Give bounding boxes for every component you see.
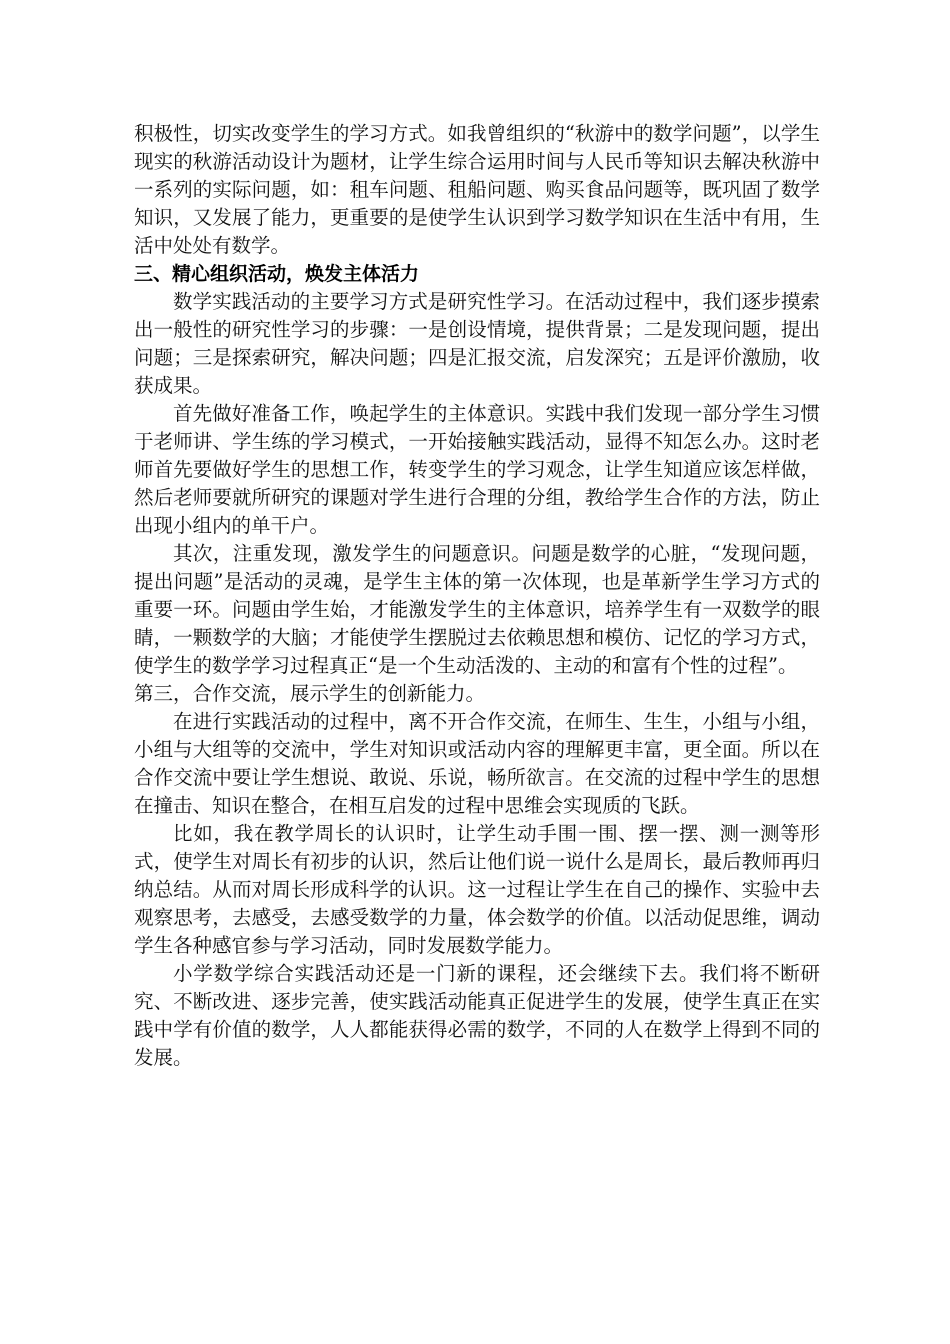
paragraph-preparation: 首先做好准备工作，唤起学生的主体意识。实践中我们发现一部分学生习惯于老师讲、学生练的学习模式，一开始接触实践活动，显得不知怎么办。这时老师首先要做好学生的思想工作，转变学生的学习观念，让学生知道应该怎样做，然后老师要就所研究的课题对学生进行合理的分组，教给学生合作的方法，防止出现小组内的单干户。 xyxy=(134,402,820,537)
paragraph-continuation: 积极性，切实改变学生的学习方式。如我曾组织的“秋游中的数学问题”，以学生现实的秋游活动设计为题材，让学生综合运用时间与人民币等知识去解决秋游中一系列的实际问题，如：租车问题、租船问题、购买食品问题等，既巩固了数学知识，又发展了能力，更重要的是使学生认识到学习数学知识在生活中有用，生活中处处有数学。 xyxy=(134,122,820,257)
paragraph-cooperation: 在进行实践活动的过程中，离不开合作交流，在师生、生生，小组与小组，小组与大组等的交流中，学生对知识或活动内容的理解更丰富，更全面。所以在合作交流中要让学生想说、敢说、乐说，畅所欲言。在交流的过程中学生的思想在撞击、知识在整合，在相互启发的过程中思维会实现质的飞跃。 xyxy=(134,710,820,817)
document-body xyxy=(134,120,820,1072)
paragraph-perimeter-example: 比如，我在教学周长的认识时，让学生动手围一围、摆一摆、测一测等形式，使学生对周长有初步的认识，然后让他们说一说什么是周长，最后教师再归纳总结。从而对周长形成科学的认识。这一过程让学生在自己的操作、实验中去观察思考，去感受，去感受数学的力量，体会数学的价值。以活动促思维，调动学生各种感官参与学习活动，同时发展数学能力。 xyxy=(134,822,820,957)
paragraph-learning-steps: 数学实践活动的主要学习方式是研究性学习。在活动过程中，我们逐步摸索出一般性的研究性学习的步骤：一是创设情境，提供背景；二是发现问题，提出问题；三是探索研究，解决问题；四是汇报交流，启发深究；五是评价激励，收获成果。 xyxy=(134,290,820,397)
paragraph-third-point: 第三，合作交流，展示学生的创新能力。 xyxy=(134,682,486,705)
paragraph-discovery: 其次，注重发现，激发学生的问题意识。问题是数学的心脏，“发现问题，提出问题”是活动的灵魂，是学生主体的第一次体现，也是革新学生学习方式的重要一环。问题由学生始，才能激发学生的主体意识，培养学生有一双数学的眼睛，一颗数学的大脑；才能使学生摆脱过去依赖思想和模仿、记忆的学习方式，使学生的数学学习过程真正“是一个生动活泼的、主动的和富有个性的过程”。 xyxy=(134,542,820,677)
paragraph-conclusion: 小学数学综合实践活动还是一门新的课程，还会继续下去。我们将不断研究、不断改进、逐步完善，使实践活动能真正促进学生的发展，使学生真正在实践中学有价值的数学，人人都能获得必需的数学，不同的人在数学上得到不同的发展。 xyxy=(134,962,820,1069)
section-heading-3: 三、精心组织活动，焕发主体活力 xyxy=(134,263,420,285)
